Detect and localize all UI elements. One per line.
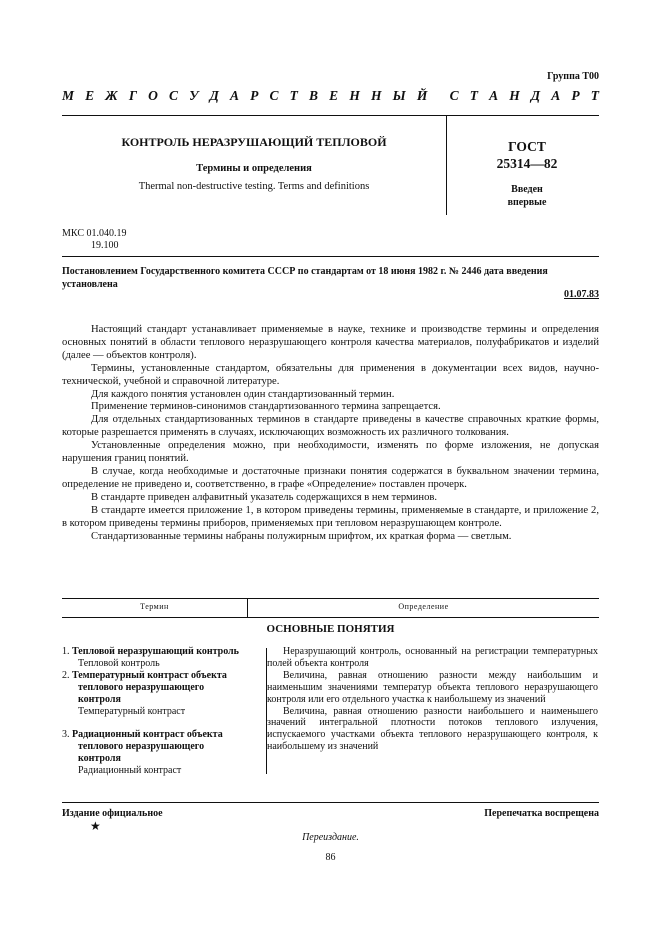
definition-text: Величина, равная отношению разности наибольшего и наименьшего значений интегральной плотности потоков теплового излучения, испускаемого участками объекта теплового неразрушающего контроля, к наибольшему из значений	[267, 705, 598, 753]
term-name: Радиационный контраст объекта теплового неразрушающего контроля	[72, 729, 223, 765]
reprint-prohibited-label: Перепечатка воспрещена	[484, 808, 599, 819]
banner-letter: Т	[590, 88, 599, 103]
body-paragraph: Настоящий стандарт устанавливает применяемые в науке, технике и производстве термины и определения основных понятий в области теплового неразрушающего контроля качества материалов, полуфабрикатов и изделий (далее — объектов контроля).	[62, 324, 599, 361]
gost-label: ГОСТ	[508, 139, 546, 154]
term-short-form: Радиационный контраст	[78, 765, 182, 777]
body-paragraph: Установленные определения можно, при необходимости, изменять по форме изложения, не допуская нарушения границ понятий.	[62, 440, 599, 465]
banner-letter: Д	[209, 88, 219, 103]
banner-letter: Н	[509, 88, 520, 103]
term-short-form: Тепловой контроль	[78, 657, 160, 669]
banner-letter: С	[449, 88, 459, 103]
term-short-form: Температурный контраст	[78, 705, 186, 717]
section-heading: ОСНОВНЫЕ ПОНЯТИЯ	[266, 623, 395, 635]
definition-text: Неразрушающий контроль, основанный на регистрации температурных полей объекта контроля	[267, 646, 598, 669]
banner-letter: Т	[469, 88, 478, 103]
banner-letter: С	[168, 88, 178, 103]
group-code: Группа Т00	[547, 71, 599, 82]
document-subtitle: Термины и определения	[196, 163, 312, 174]
document-title-english: Thermal non-destructive testing. Terms and definitions	[138, 181, 370, 192]
banner-letter: Д	[530, 88, 541, 103]
banner-letter: Е	[85, 88, 95, 103]
body-paragraph: В стандарте приведен алфавитный указатель содержащихся в нем терминов.	[91, 491, 438, 503]
banner-letter: Г	[128, 88, 137, 103]
column-header-definition: Определение	[398, 602, 449, 611]
term-number: 1.	[62, 646, 70, 657]
term-entry	[62, 646, 240, 658]
footer-rule	[62, 802, 599, 803]
decree-text: Постановлением Государственного комитета СССР по стандартам от 18 июня 1982 г. № 2446 дата введения установлена	[62, 266, 548, 290]
banner-letter: А	[230, 88, 240, 103]
banner-letter: Р	[250, 88, 259, 103]
term-entry	[62, 670, 240, 706]
term-name: Температурный контраст объекта теплового неразрушающего контроля	[72, 669, 227, 705]
body-paragraph: Для отдельных стандартизованных терминов в стандарте приведены в качестве справочных краткие формы, которые разрешается применять в случаях, исключающих возможность их различного толкования.	[62, 414, 599, 439]
decree-rule	[62, 256, 599, 257]
banner-letter: Ы	[392, 88, 406, 103]
interstate-standard-banner	[62, 88, 599, 108]
body-paragraph: Для каждого понятия установлен один стандартизованный термин.	[91, 388, 395, 400]
mks-line-1: МКС 01.040.19	[62, 228, 127, 239]
gost-number: 25314—82	[496, 156, 558, 171]
column-header-term: Термин	[140, 602, 169, 611]
body-paragraph: В случае, когда необходимые и достаточные признаки понятия содержатся в буквальном значении термина, определение не приведено и, соответственно, в графе «Определение» поставлен прочерк.	[62, 465, 599, 490]
intro-line-1: Введен	[511, 184, 543, 195]
banner-letter: О	[148, 88, 158, 103]
definition-text: Величина, равная отношению разности между наибольшим и наименьшим значениями температур объекта теплового неразрушающего контроля или его отдельного участка к наибольшему из значений	[267, 669, 598, 705]
banner-letter: А	[551, 88, 561, 103]
mks-line-2: 19.100	[91, 240, 119, 251]
table-top-rule	[62, 598, 599, 599]
term-entry	[62, 729, 240, 765]
banner-letter: Й	[416, 88, 428, 103]
gost-designation	[456, 138, 598, 172]
banner-letter: С	[269, 88, 279, 103]
banner-letter: Н	[370, 88, 382, 103]
banner-letter: Р	[571, 88, 580, 103]
term-name: Тепловой неразрушающий контроль	[72, 646, 239, 657]
term-number: 3.	[62, 729, 70, 741]
introduction-note	[456, 183, 598, 209]
banner-letter: М	[62, 88, 75, 103]
document-title: КОНТРОЛЬ НЕРАЗРУШАЮЩИЙ ТЕПЛОВОЙ	[121, 135, 387, 149]
definitions-column	[267, 646, 598, 753]
official-edition-label: Издание официальное	[62, 808, 163, 819]
body-paragraph: Термины, установленные стандартом, обязательны для применения в документации всех видов, научно-технической, учебной и справочной литературе.	[62, 362, 599, 387]
banner-letter: А	[489, 88, 499, 103]
banner-letter: Е	[329, 88, 339, 103]
body-paragraph: Применение терминов-синонимов стандартизованного термина запрещается.	[91, 401, 441, 413]
banner-letter: Н	[349, 88, 360, 103]
page-number: 86	[325, 852, 336, 863]
intro-line-2: впервые	[507, 197, 547, 208]
body-paragraph: В стандарте имеется приложение 1, в котором приведены термины, применяемые в стандарте, и приложение 2, в котором приведены термины приборов, применяемых при тепловом неразрушающем контроле.	[62, 504, 599, 529]
header-rule	[62, 115, 599, 116]
term-number: 2.	[62, 669, 70, 681]
decree-date: 01.07.83	[564, 289, 599, 300]
mks-codes	[62, 228, 126, 252]
banner-letter: Ж	[105, 88, 118, 103]
banner-letter: В	[309, 88, 319, 103]
star-icon: ★	[90, 819, 101, 833]
table-header-rule	[62, 617, 599, 618]
banner-letter: Т	[289, 88, 298, 103]
body-paragraph: Стандартизованные термины набраны полужирным шрифтом, их краткая форма — светлым.	[91, 530, 512, 542]
terms-column	[62, 646, 240, 777]
header-vertical-rule	[446, 115, 447, 215]
reissue-note: Переиздание.	[302, 832, 359, 843]
banner-letter: У	[189, 88, 199, 103]
introduction-body	[62, 324, 599, 543]
